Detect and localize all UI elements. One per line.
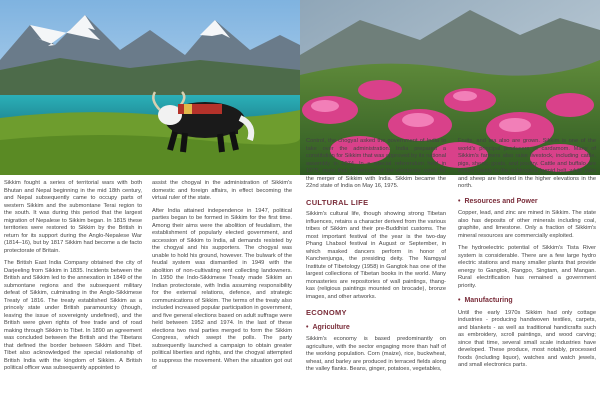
culture-paragraph: Sikkim's cultural life, though showing strong Tibetan influences, retains a character derived from the various tribes of Sikkim and their pre-Buddhist customs. The most important festival of the year is the two-day Phang Lhabsol festival in August or September, in which masked dancers perform in honor of Kanchenjunga, the presiding deity. The Namgyal Institute of Tibetology (1958) in Gangtok has one of the largest collections of Tibetan books in the world. Many monasteries are repositories of wall paintings, thang-kas (religious paintings mounted on brocade), bronze images, and other artworks. <box>306 211 446 300</box>
subheading-agriculture-label: Agriculture <box>312 323 350 331</box>
text-column-2 <box>152 180 292 410</box>
manufacturing-paragraph: Until the early 1970s Sikkim had only cottage industries - producing handwoven textiles, carpets, and blankets - as well as traditional handicrafts such as embroidery, scroll paintings, and wood carving; since that time, several small scale industries have developed. These produce, most notably, processed foods (including liquor), watches and watch jewels, and small electronics parts. <box>458 309 596 368</box>
text-column-4 <box>458 138 596 410</box>
agriculture-paragraph-2: Fruits, and tea also are grown. Sikkim is one of the world's principal producers of cardamom. Many of Sikkim's farmers also raise livestock, including cattle, pigs, sheep, goats, and poultry. Cattle and buffalo are limited mainly to the subtropical humid belt, while yaks and sheep are herded in the higher elevations in the north. <box>458 138 596 189</box>
subheading-manufacturing <box>458 297 596 305</box>
bullet-glyph: • <box>458 197 461 205</box>
history-paragraph-1: Sikkim fought a series of territorial wars with both Bhutan and Nepal beginning in the mid 18th century, and Nepal subsequently came to occupy parts of western Sikkim and the submontane Terai region to the south. It was during this period that the largest migration of Nepalese to Sikkim began. In 1815 these territories were restored to Sikkim by the British in return for its support during the Anglo-Nepalese War (1814–16), but by 1817 Sikkim had become a de facto protectorate of Britain. <box>4 180 142 254</box>
agriculture-paragraph: Sikkim's economy is based predominantly on agriculture, with the sector engaging more than half of the working population. Corn (maize), rice, buckwheat, wheat, and barley are produced in terraced fields along the valley flanks. Beans, ginger, potatoes, vegetables, <box>306 336 446 372</box>
section-heading-cultural-life: CULTURAL LIFE <box>306 197 369 207</box>
subheading-manufacturing-label: Manufacturing <box>464 297 513 304</box>
left-photo-yak-lake <box>0 0 300 175</box>
history-paragraph-4: After India attained independence in 1947, political parties began to be formed in Sikkim for the first time. Among their aims were the abolition of feudalism, the establishment of popularly elected government, and accession of Sikkim to India, all demands resisted by the chogyal and his supporters. The chogyal was unable to hold his ground, however. The bulwark of the feudal system was dismantled in 1949 with the abolition of non-cultivating rent collecting landowners. In 1950 the Indo-Sikkimese Treaty made Sikkim an Indian protectorate, with India assuming responsibility for the external relations, defence, and strategic communications of Sikkim. The terms of the treaty also included increased popular participation in government, and five general elections based on adult suffrage were held between 1952 and 1974. In the last of these elections two rival parties merged to form the Sikkim Congress, which swept the polls. The party subsequently launched a campaign to obtain greater political liberties and rights, and the chogyal attempted to suppress the movement. When the situation got out of <box>152 207 292 371</box>
subheading-resources <box>458 198 596 206</box>
text-column-3 <box>306 138 446 410</box>
history-paragraph-2: The British East India Company obtained the city of Darjeeling from Sikkim in 1835. Incidents between the British and Sikkim led to the annexation in 1849 of the submontane regions and the subsequent military defeat of Sikkim, culminating in the Anglo-Sikkimese Treaty of 1816. The treaty established Sikkim as a princely state under British paramountcy (though, leaving the issue of sovereignty undefined), and the British were given rights of free trade and of road making through Sikkim to Tibet. In 1890 an agreement was concluded between the British and the Tibetans that defined the border between Sikkim and Tibet. Tibet also acknowledged the special relationship of British India with the kingdom of Sikkim. A British political officer was subsequently appointed to <box>4 260 142 371</box>
section-heading-economy: ECONOMY <box>306 308 347 317</box>
history-paragraph-5: Control, the chogyal asked the government of India to take over the administration. India prepared a constitution for Sikkim that was approved by its national assembly in 1974. In a special referendum held in 1975, more that 97 percent of the electorate voted for the merger of Sikkim with India. Sikkim became the 22nd state of India on May 16, 1975. <box>306 138 446 189</box>
bullet-glyph: • <box>306 323 309 331</box>
resources-paragraph-2: The hydroelectric potential of Sikkim's Tista River system is considerable. There are a few large hydro electric stations and many smaller plants that provide energy to Gangtok, Rangpo, Singtam, and Mangan. Rural electrification has remained a government priority. <box>458 245 596 289</box>
bullet-glyph: • <box>458 297 461 304</box>
history-paragraph-3: assist the chogyal in the administration of Sikkim's domestic and foreign affairs, in effect becoming the virtual ruler of the state. <box>152 180 292 201</box>
subheading-resources-label: Resources and Power <box>464 197 538 205</box>
text-column-1 <box>4 180 142 410</box>
resources-paragraph-1: Copper, lead, and zinc are mined in Sikkim. The state also has deposits of other minerals including coal, graphite, and limestone. Only a fraction of Sikkim's mineral resources are commercially exploited. <box>458 210 596 239</box>
subheading-agriculture <box>306 324 446 332</box>
